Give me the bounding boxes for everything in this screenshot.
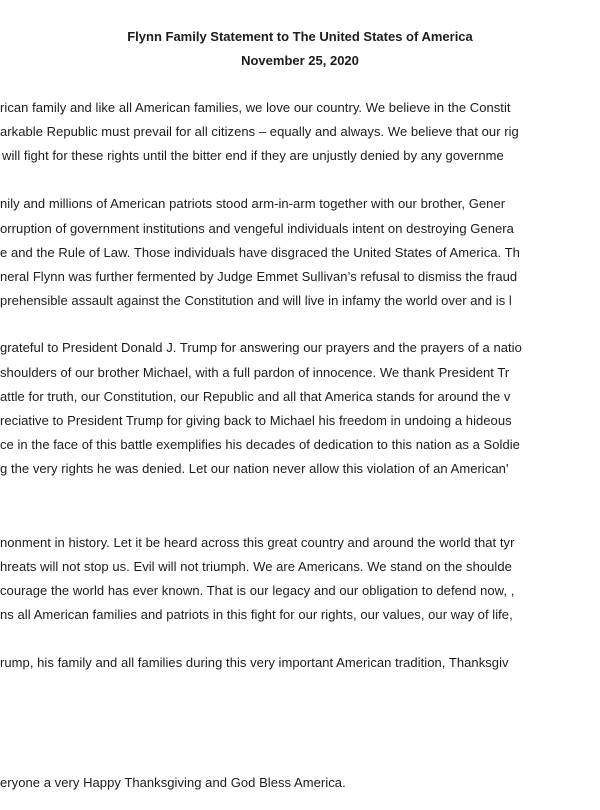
- paragraph-3-line-4: reciative to President Trump for giving back to Michael his freedom in undoing a hideous: [0, 413, 512, 428]
- paragraph-1-line-3: will fight for these rights until the bitter end if they are unjustly denied by any governme: [2, 148, 504, 163]
- paragraph-1-line-1: rican family and like all American families, we love our country. We believe in the Constit: [0, 100, 511, 115]
- paragraph-4-line-1: nonment in history. Let it be heard across this great country and around the world that tyr: [0, 535, 515, 550]
- paragraph-6-line-1: eryone a very Happy Thanksgiving and God Bless America.: [0, 775, 346, 790]
- paragraph-2-line-1: nily and millions of American patriots stood arm-in-arm together with our brother, Gener: [0, 196, 506, 211]
- paragraph-3-line-5: ce in the face of this battle exemplifies his decades of dedication to this nation as a Soldie: [0, 437, 520, 452]
- paragraph-3-line-6: g the very rights he was denied. Let our nation never allow this violation of an American': [0, 461, 509, 476]
- paragraph-4-line-2: hreats will not stop us. Evil will not triumph. We are Americans. We stand on the shoulde: [0, 559, 512, 574]
- paragraph-5-line-1: rump, his family and all families during this very important American tradition, Thanksgiv: [0, 655, 509, 670]
- paragraph-3-line-3: attle for truth, our Constitution, our Republic and all that America stands for around the v: [0, 389, 511, 404]
- paragraph-2-line-3: e and the Rule of Law. Those individuals have disgraced the United States of America. Th: [0, 245, 520, 260]
- paragraph-1-line-2: arkable Republic must prevail for all citizens – equally and always. We believe that our rig: [0, 124, 519, 139]
- paragraph-3-line-2: shoulders of our brother Michael, with a full pardon of innocence. We thank President Tr: [0, 365, 510, 380]
- paragraph-4-line-3: courage the world has ever known. That is our legacy and our obligation to defend now, ,: [0, 583, 515, 598]
- document-date: November 25, 2020: [241, 53, 359, 68]
- paragraph-2-line-2: orruption of government institutions and vengeful individuals intent on destroying Genera: [0, 221, 514, 236]
- paragraph-2-line-4: neral Flynn was further fermented by Judge Emmet Sullivan’s refusal to dismiss the fraud: [0, 269, 518, 284]
- document-title: Flynn Family Statement to The United States of America: [127, 29, 473, 44]
- paragraph-4-line-4: ns all American families and patriots in this fight for our rights, our values, our way of life,: [0, 607, 513, 622]
- paragraph-3-line-1: grateful to President Donald J. Trump for answering our prayers and the prayers of a natio: [0, 340, 522, 355]
- paragraph-2-line-5: prehensible assault against the Constitution and will live in infamy the world over and is l: [0, 293, 512, 308]
